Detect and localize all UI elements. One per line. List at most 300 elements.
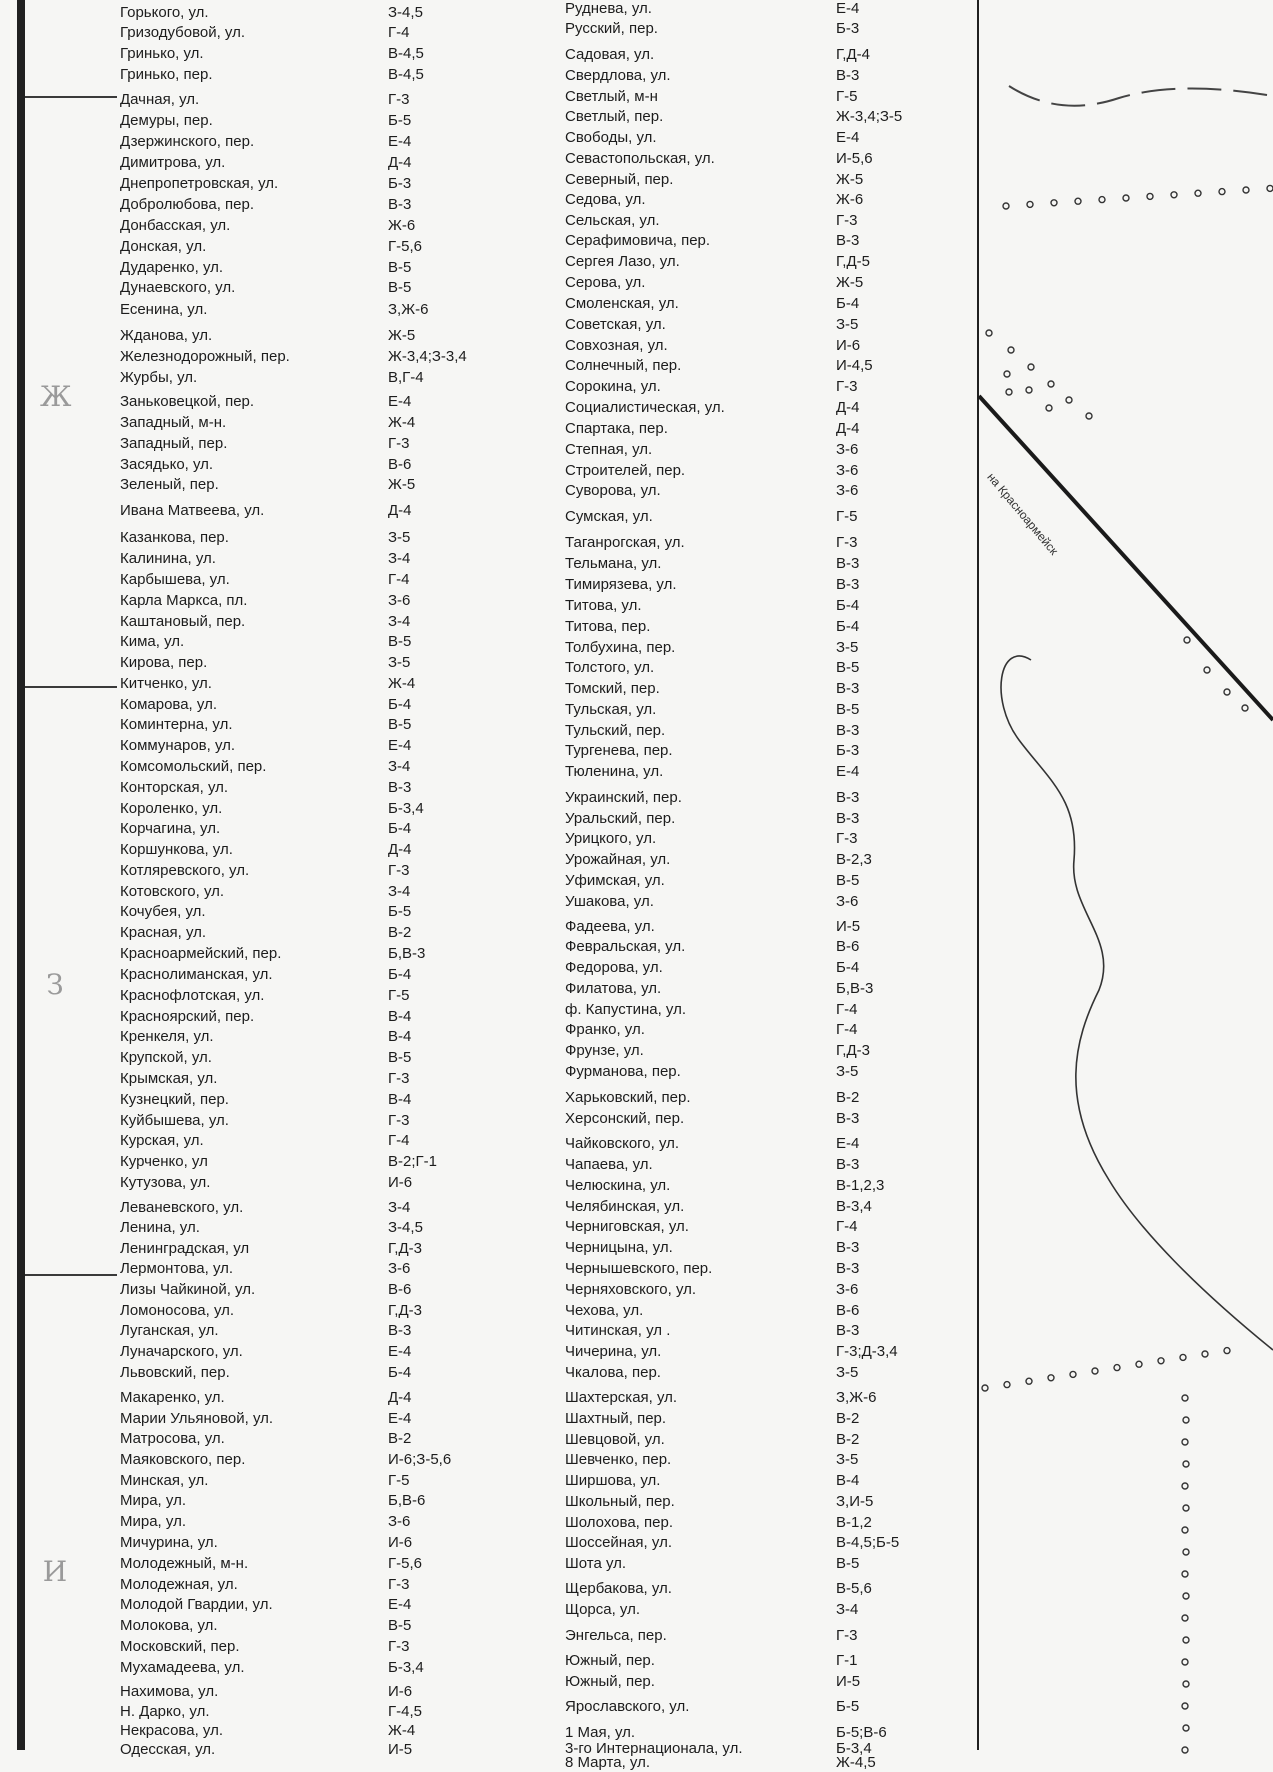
grid-reference: Г-3 [836,534,858,551]
grid-reference: Ж-3,4;З-5 [836,108,903,125]
grid-reference: Г-5,6 [388,238,422,255]
grid-reference: Б-4 [388,820,412,837]
grid-reference: В-2 [836,1431,860,1448]
street-name: 3-го Интернационала, ул. [565,1740,743,1757]
grid-reference: Е-4 [836,1135,860,1152]
road-label: на Красноармейск [984,470,1061,558]
grid-reference: Ж-5 [388,327,416,344]
boundary-dot [1075,198,1081,204]
grid-reference: В-4,5 [388,66,424,83]
street-name: Свердлова, ул. [565,67,671,84]
grid-reference: В-6 [836,1302,860,1319]
grid-zone-label: З [46,968,64,1001]
street-name: Школьный, пер. [565,1493,675,1510]
grid-reference: В-2 [388,1430,412,1447]
grid-reference: Г,Д-4 [836,46,870,63]
boundary-dot [1183,1505,1189,1511]
grid-reference: В-3 [836,1322,860,1339]
grid-reference: Б-5;В-6 [836,1724,887,1741]
street-name: Донская, ул. [120,238,207,255]
grid-reference: Г-4 [836,1021,858,1038]
grid-reference: В-4,5;Б-5 [836,1534,900,1551]
street-name: Чапаева, ул. [565,1156,653,1173]
street-name: Карла Маркса, пл. [120,592,248,609]
grid-reference: Б-4 [836,959,860,976]
grid-reference: В-5 [388,716,412,733]
boundary-dot [1182,1747,1188,1753]
street-name: Светлый, м-н [565,88,658,105]
street-name: Красноярский, пер. [120,1008,255,1025]
grid-reference: И-6;З-5,6 [388,1451,452,1468]
boundary-dot [1003,203,1009,209]
street-name: Демуры, пер. [120,112,213,129]
grid-reference: З,Ж-6 [836,1389,877,1406]
street-name: Крымская, ул. [120,1070,218,1087]
street-name: ф. Капустина, ул. [565,1001,687,1018]
street-name: Дударенко, ул. [120,259,224,276]
street-name: Северный, пер. [565,171,674,188]
street-name: Железнодорожный, пер. [120,348,290,365]
street-name: Красноармейский, пер. [120,945,282,962]
boundary-dot [1158,1358,1164,1364]
boundary-dot [1204,667,1210,673]
grid-reference: В-3 [836,232,860,249]
street-name: Добролюбова, пер. [120,196,255,213]
boundary-dot [1195,190,1201,196]
street-name: Сельская, ул. [565,212,660,229]
grid-reference: В-6 [388,1281,412,1298]
grid-reference: З-4 [388,758,411,775]
grid-reference: В-3 [836,1156,860,1173]
grid-reference: В-3 [836,1260,860,1277]
boundary-dot [1183,1461,1189,1467]
grid-reference: В-5 [388,633,412,650]
grid-reference: Ж-6 [388,217,416,234]
grid-reference: З,И-5 [836,1493,874,1510]
grid-zone-label: И [42,1555,68,1588]
street-name: Шевченко, пер. [565,1451,672,1468]
grid-reference: Е-4 [388,393,412,410]
grid-reference: В-3 [836,576,860,593]
grid-reference: З-5 [836,1364,859,1381]
grid-reference: Б-3 [836,20,860,37]
grid-reference: Г-3 [836,212,858,229]
street-name: 1 Мая, ул. [565,1724,636,1741]
street-name: Ивана Матвеева, ул. [120,502,265,519]
boundary-dot [1027,201,1033,207]
street-name: Калинина, ул. [120,550,216,567]
boundary-dot [1048,1375,1054,1381]
grid-reference: Б-4 [836,295,860,312]
boundary-dot [1183,1725,1189,1731]
map-drawing [979,0,1273,1750]
street-name: Западный, м-н. [120,414,227,431]
street-name: Кренкеля, ул. [120,1028,214,1045]
grid-reference: В-3 [836,810,860,827]
boundary-dot [1202,1351,1208,1357]
street-name: Херсонский, пер. [565,1110,685,1127]
grid-reference: В-1,2,3 [836,1177,885,1194]
grid-reference: Г,Д-3 [388,1302,422,1319]
street-name: Гринько, пер. [120,66,213,83]
grid-reference: З-5 [836,639,859,656]
grid-reference: Г-5,6 [388,1555,422,1572]
grid-reference: З-5 [388,654,411,671]
street-name: Фурманова, пер. [565,1063,681,1080]
street-name: Южный, пер. [565,1673,655,1690]
street-name: Тимирязева, ул. [565,576,677,593]
grid-reference: В-5 [836,701,860,718]
grid-reference: Е-4 [836,0,860,17]
street-name: Томский, пер. [565,680,660,697]
street-name: Макаренко, ул. [120,1389,225,1406]
grid-reference: Б-4 [836,618,860,635]
district-outline [1001,656,1273,1350]
street-name: Ленина, ул. [120,1219,200,1236]
grid-reference: Г,Д-3 [388,1240,422,1257]
street-name: Лизы Чайкиной, ул. [120,1281,256,1298]
grid-reference: З-4,5 [388,4,423,21]
street-name: Молодой Гвардии, ул. [120,1596,273,1613]
grid-reference: В-5 [836,872,860,889]
grid-reference: Г-5 [836,88,858,105]
grid-reference: Б-4 [836,597,860,614]
grid-reference: И-5 [836,1673,861,1690]
boundary-dashed-line [1009,86,1273,106]
boundary-dot [1182,1439,1188,1445]
street-name: Степная, ул. [565,441,653,458]
street-name: Челюскина, ул. [565,1177,671,1194]
boundary-dot [1224,689,1230,695]
street-name: Есенина, ул. [120,301,208,318]
grid-reference: В-2,3 [836,851,872,868]
street-name: Шота ул. [565,1555,627,1572]
street-name: Курченко, ул [120,1153,208,1170]
boundary-dot [1180,1354,1186,1360]
grid-reference: Ж-6 [836,191,864,208]
street-name: Черняховского, ул. [565,1281,697,1298]
grid-reference: Ж-4,5 [836,1754,876,1771]
boundary-dot [1092,1368,1098,1374]
street-name: Совхозная, ул. [565,337,668,354]
grid-reference: Б-5 [388,903,412,920]
street-name: Ломоносова, ул. [120,1302,235,1319]
grid-reference: В-5,6 [836,1580,872,1597]
boundary-dot [1006,389,1012,395]
street-name: Смоленская, ул. [565,295,679,312]
grid-reference: З-5 [836,1063,859,1080]
boundary-dot [1136,1361,1142,1367]
grid-reference: З-6 [836,441,859,458]
grid-reference: В-3 [388,196,412,213]
grid-reference: Б-4 [388,1364,412,1381]
street-name: Чайковского, ул. [565,1135,680,1152]
boundary-dot [1183,1637,1189,1643]
street-name: Гринько, ул. [120,45,204,62]
boundary-dot [1182,1703,1188,1709]
boundary-dot [1004,371,1010,377]
street-name: Шахтерская, ул. [565,1389,678,1406]
street-name: Урожайная, ул. [565,851,671,868]
grid-reference: Г-5 [836,508,858,525]
street-name: Котовского, ул. [120,883,225,900]
street-name: Комсомольский, пер. [120,758,267,775]
street-name: Толстого, ул. [565,659,655,676]
grid-reference: В-4,5 [388,45,424,62]
grid-reference: Г-4 [836,1218,858,1235]
street-name: Харьковский, пер. [565,1089,691,1106]
grid-reference: В-4 [836,1472,860,1489]
street-name: Одесская, ул. [120,1741,216,1758]
street-name: Молокова, ул. [120,1617,218,1634]
street-name: Димитрова, ул. [120,154,226,171]
street-name: Шевцовой, ул. [565,1431,665,1448]
street-name: Матросова, ул. [120,1430,225,1447]
grid-reference: В-3 [836,555,860,572]
grid-reference: Е-4 [388,1596,412,1613]
dotted-boundary [982,185,1273,1753]
grid-reference: Г-3 [836,1627,858,1644]
street-name: Красная, ул. [120,924,207,941]
street-name: Севастопольская, ул. [565,150,715,167]
grid-reference: В-3,4 [836,1198,872,1215]
grid-reference: Ж-5 [388,476,416,493]
boundary-dot [1182,1395,1188,1401]
grid-reference: З-6 [388,1260,411,1277]
grid-reference: В-2;Г-1 [388,1153,437,1170]
street-name: Марии Ульяновой, ул. [120,1410,274,1427]
street-name: Солнечный, пер. [565,357,682,374]
boundary-dot [1183,1593,1189,1599]
street-name: Мира, ул. [120,1492,186,1509]
street-name: Кузнецкий, пер. [120,1091,229,1108]
street-name: Котляревского, ул. [120,862,250,879]
street-name: Титова, ул. [565,597,642,614]
grid-reference: Б-3,4 [836,1740,872,1757]
street-name: Русский, пер. [565,20,658,37]
boundary-dot [1008,347,1014,353]
grid-reference: Г-3 [388,91,410,108]
street-name: Федорова, ул. [565,959,663,976]
street-name: Конторская, ул. [120,779,229,796]
street-name: Седова, ул. [565,191,646,208]
street-name: Филатова, ул. [565,980,662,997]
street-name: Мичурина, ул. [120,1534,218,1551]
street-name: Кутузова, ул. [120,1174,211,1191]
street-name: Лермонтова, ул. [120,1260,234,1277]
grid-reference: З-5 [836,1451,859,1468]
street-name: Нахимова, ул. [120,1683,219,1700]
boundary-dot [1183,1417,1189,1423]
street-name: 8 Марта, ул. [565,1754,650,1771]
street-name: Н. Дарко, ул. [120,1703,210,1720]
street-name: Чкалова, пер. [565,1364,661,1381]
grid-reference: В-2 [388,924,412,941]
street-name: Коминтерна, ул. [120,716,233,733]
boundary-dot [1183,1549,1189,1555]
boundary-dot [1070,1371,1076,1377]
grid-reference: Б-5 [388,112,412,129]
street-name: Советская, ул. [565,316,666,333]
grid-reference: Д-4 [836,399,860,416]
grid-reference: Г-3 [388,1070,410,1087]
street-name: Южный, пер. [565,1652,655,1669]
street-name: Молодежный, м-н. [120,1555,249,1572]
grid-reference: И-6 [836,337,861,354]
grid-reference: В-3 [836,1239,860,1256]
grid-reference: Б,В-3 [836,980,874,997]
grid-reference: З-6 [836,482,859,499]
grid-reference: В-3 [388,1322,412,1339]
street-name: Дунаевского, ул. [120,279,236,296]
street-name: Московский, пер. [120,1638,240,1655]
boundary-dot [1147,193,1153,199]
grid-reference: Г-3 [388,1576,410,1593]
boundary-dot [1182,1483,1188,1489]
street-name: Сумская, ул. [565,508,653,525]
grid-reference: В-3 [836,789,860,806]
street-name: Серова, ул. [565,274,646,291]
street-name: Тульский, пер. [565,722,666,739]
grid-reference: Г-3 [388,435,410,452]
grid-reference: И-6 [388,1174,413,1191]
grid-reference: В-5 [388,1049,412,1066]
grid-reference: Ж-4 [388,414,416,431]
grid-reference: Ж-5 [836,274,864,291]
street-name: Молодежная, ул. [120,1576,238,1593]
boundary-dot [1026,1378,1032,1384]
grid-reference: З,Ж-6 [388,301,429,318]
grid-reference: В-2 [836,1089,860,1106]
boundary-dot [1048,381,1054,387]
grid-reference: Б-3 [836,742,860,759]
boundary-dot [1182,1615,1188,1621]
street-name: Заньковецкой, пер. [120,393,255,410]
grid-reference: Д-4 [388,154,412,171]
street-name: Гризодубовой, ул. [120,24,246,41]
boundary-dot [1171,192,1177,198]
street-name: Титова, пер. [565,618,651,635]
street-name: Каштановый, пер. [120,613,246,630]
grid-reference: З-6 [388,592,411,609]
street-name: Тюленина, ул. [565,763,664,780]
grid-reference: З-4 [388,1199,411,1216]
boundary-dot [1099,197,1105,203]
street-name: Луганская, ул. [120,1322,219,1339]
grid-reference: В-3 [836,722,860,739]
boundary-dot [1182,1571,1188,1577]
grid-reference: Д-4 [388,841,412,858]
street-name: Засядько, ул. [120,456,214,473]
street-name: Садовая, ул. [565,46,655,63]
street-name: Сорокина, ул. [565,378,661,395]
grid-reference: Г-3 [388,862,410,879]
grid-reference: З-4 [836,1601,859,1618]
street-name: Минская, ул. [120,1472,209,1489]
grid-reference: В-3 [836,1110,860,1127]
grid-reference: Б-3,4 [388,800,424,817]
street-name: Дзержинского, пер. [120,133,255,150]
grid-reference: З-4 [388,613,411,630]
grid-reference: В-4 [388,1028,412,1045]
street-name: Спартака, пер. [565,420,668,437]
grid-reference: З-6 [836,462,859,479]
grid-reference: Б-4 [388,966,412,983]
boundary-dot [1242,705,1248,711]
boundary-dot [1243,187,1249,193]
grid-reference: Г-5 [388,987,410,1004]
street-name: Черниговская, ул. [565,1218,689,1235]
street-name: Украинский, пер. [565,789,682,806]
boundary-dot [1182,1659,1188,1665]
grid-reference: Б-3 [388,175,412,192]
street-name: Некрасова, ул. [120,1722,224,1739]
boundary-dot [1183,1681,1189,1687]
grid-reference: З-5 [388,529,411,546]
boundary-dot [1026,387,1032,393]
street-name: Черницына, ул. [565,1239,673,1256]
grid-reference: Г-1 [836,1652,858,1669]
railway-line [979,396,1273,720]
boundary-dot [1086,413,1092,419]
grid-reference: Г-3;Д-3,4 [836,1343,898,1360]
street-name: Дачная, ул. [120,91,200,108]
boundary-dot [982,1385,988,1391]
street-name: Таганрогская, ул. [565,534,685,551]
grid-reference: Г-3 [388,1638,410,1655]
street-name: Ярославского, ул. [565,1698,690,1715]
grid-reference: В-4 [388,1008,412,1025]
boundary-dot [1182,1527,1188,1533]
grid-reference: Ж-4 [388,1722,416,1739]
street-name: Свободы, ул. [565,129,657,146]
street-name: Ушакова, ул. [565,893,654,910]
street-name: Китченко, ул. [120,675,212,692]
grid-reference: Е-4 [836,129,860,146]
street-name: Февральская, ул. [565,938,686,955]
grid-reference: З-5 [836,316,859,333]
grid-reference: Ж-3,4;З-3,4 [388,348,467,365]
street-name: Мухамадеева, ул. [120,1659,245,1676]
street-name: Чичерина, ул. [565,1343,662,1360]
grid-reference: В-6 [836,938,860,955]
grid-reference: Е-4 [836,763,860,780]
grid-reference: З-6 [836,893,859,910]
grid-reference: Г-3 [836,378,858,395]
boundary-dot [1114,1365,1120,1371]
street-name: Горького, ул. [120,4,209,21]
grid-reference: В-6 [388,456,412,473]
street-name: Курская, ул. [120,1132,204,1149]
street-name: Западный, пер. [120,435,228,452]
street-name: Мира, ул. [120,1513,186,1530]
grid-reference: И-4,5 [836,357,873,374]
grid-reference: Е-4 [388,133,412,150]
street-name: Светлый, пер. [565,108,664,125]
grid-reference: Г-4 [388,571,410,588]
grid-reference: В-5 [388,259,412,276]
street-name: Шоссейная, ул. [565,1534,672,1551]
grid-reference: Б-4 [388,696,412,713]
street-name: Фрунзе, ул. [565,1042,644,1059]
street-name: Сергея Лазо, ул. [565,253,680,270]
grid-reference: Б,В-3 [388,945,426,962]
grid-reference: Б,В-6 [388,1492,426,1509]
street-name: Строителей, пер. [565,462,686,479]
street-name: Франко, ул. [565,1021,645,1038]
grid-reference: В-5 [388,1617,412,1634]
street-name: Коммунаров, ул. [120,737,236,754]
